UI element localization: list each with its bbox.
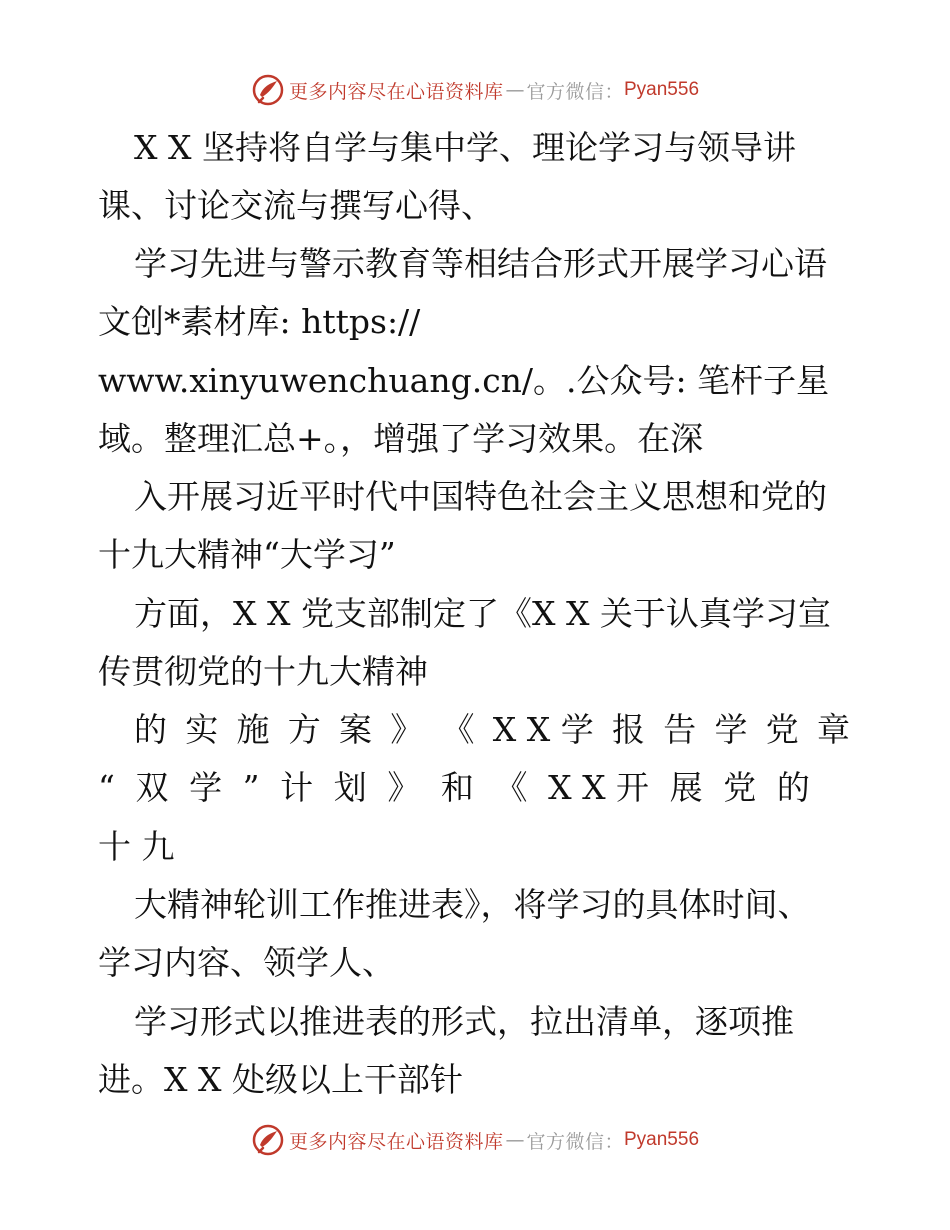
text-line: 传贯彻党的十九大精神: [98, 652, 428, 691]
text-line: 进。X X 处级以上干部针: [98, 1060, 463, 1099]
text-token: 实: [185, 710, 219, 749]
text-token: X X 开: [548, 768, 650, 807]
text-token: X X 学: [492, 710, 594, 749]
text-line: 学习内容、领学人、: [98, 943, 395, 982]
banner-wechat-id: Pyan556: [624, 79, 700, 100]
text-token: 党: [723, 768, 757, 807]
banner-label: 官方微信：: [526, 80, 624, 103]
text-token: 党: [765, 710, 799, 749]
text-token: 》: [390, 710, 424, 749]
text-token: 报: [611, 710, 645, 749]
text-token: 《: [494, 768, 528, 807]
banner-label: 官方微信：: [526, 1130, 624, 1153]
banner-dash: —: [505, 1129, 525, 1151]
text-token: 展: [669, 768, 703, 807]
text-line: 入开展习近平时代中国特色社会主义思想和党的: [134, 477, 827, 516]
text-line: 域。整理汇总+。，增强了学习效果。在深: [98, 419, 704, 458]
banner-text: 更多内容尽在心语资料库: [288, 80, 504, 103]
brand-logo-icon: [251, 1123, 285, 1157]
text-token: 方: [287, 710, 321, 749]
text-token: 章: [816, 710, 850, 749]
text-line: 大精神轮训工作推进表》，将学习的具体时间、: [134, 885, 811, 924]
text-token: 的: [776, 768, 810, 807]
text-token: 》: [387, 768, 421, 807]
text-line: 文创*素材库: https://: [98, 302, 421, 341]
text-line: X X 坚持将自学与集中学、理论学习与领导讲: [134, 128, 796, 167]
text-token: 划: [333, 768, 367, 807]
banner-wechat-id: Pyan556: [624, 1129, 700, 1150]
justified-line: [98, 768, 810, 808]
text-line: www.xinyuwenchuang.cn/。.公众号: 笔杆子星: [98, 361, 830, 400]
text-token: 双: [135, 768, 169, 807]
text-line: 方面，X X 党支部制定了《X X 关于认真学习宣: [134, 594, 831, 633]
text-token: 《: [441, 710, 475, 749]
text-token: 学: [189, 768, 223, 807]
text-line: 十九大精神“大学习”: [98, 535, 396, 574]
text-token: 案: [339, 710, 372, 749]
justified-line: [134, 710, 850, 750]
text-line: 十 九: [98, 827, 175, 866]
text-line: 学习形式以推进表的形式，拉出清单，逐项推: [134, 1002, 794, 1041]
text-token: 告: [663, 710, 697, 749]
banner-dash: —: [505, 79, 525, 101]
text-token: 学: [714, 710, 748, 749]
footer-watermark: [0, 1118, 950, 1162]
banner-text: 更多内容尽在心语资料库: [288, 1130, 504, 1153]
text-token: 施: [236, 710, 270, 749]
text-token: “: [98, 768, 115, 807]
text-line: 课、讨论交流与撰写心得、: [98, 186, 494, 225]
text-line: 学习先进与警示教育等相结合形式开展学习心语: [134, 244, 827, 283]
text-token: 和: [440, 768, 474, 807]
text-token: 计: [280, 768, 314, 807]
text-token: 的: [134, 710, 167, 749]
text-token: ”: [242, 768, 260, 807]
